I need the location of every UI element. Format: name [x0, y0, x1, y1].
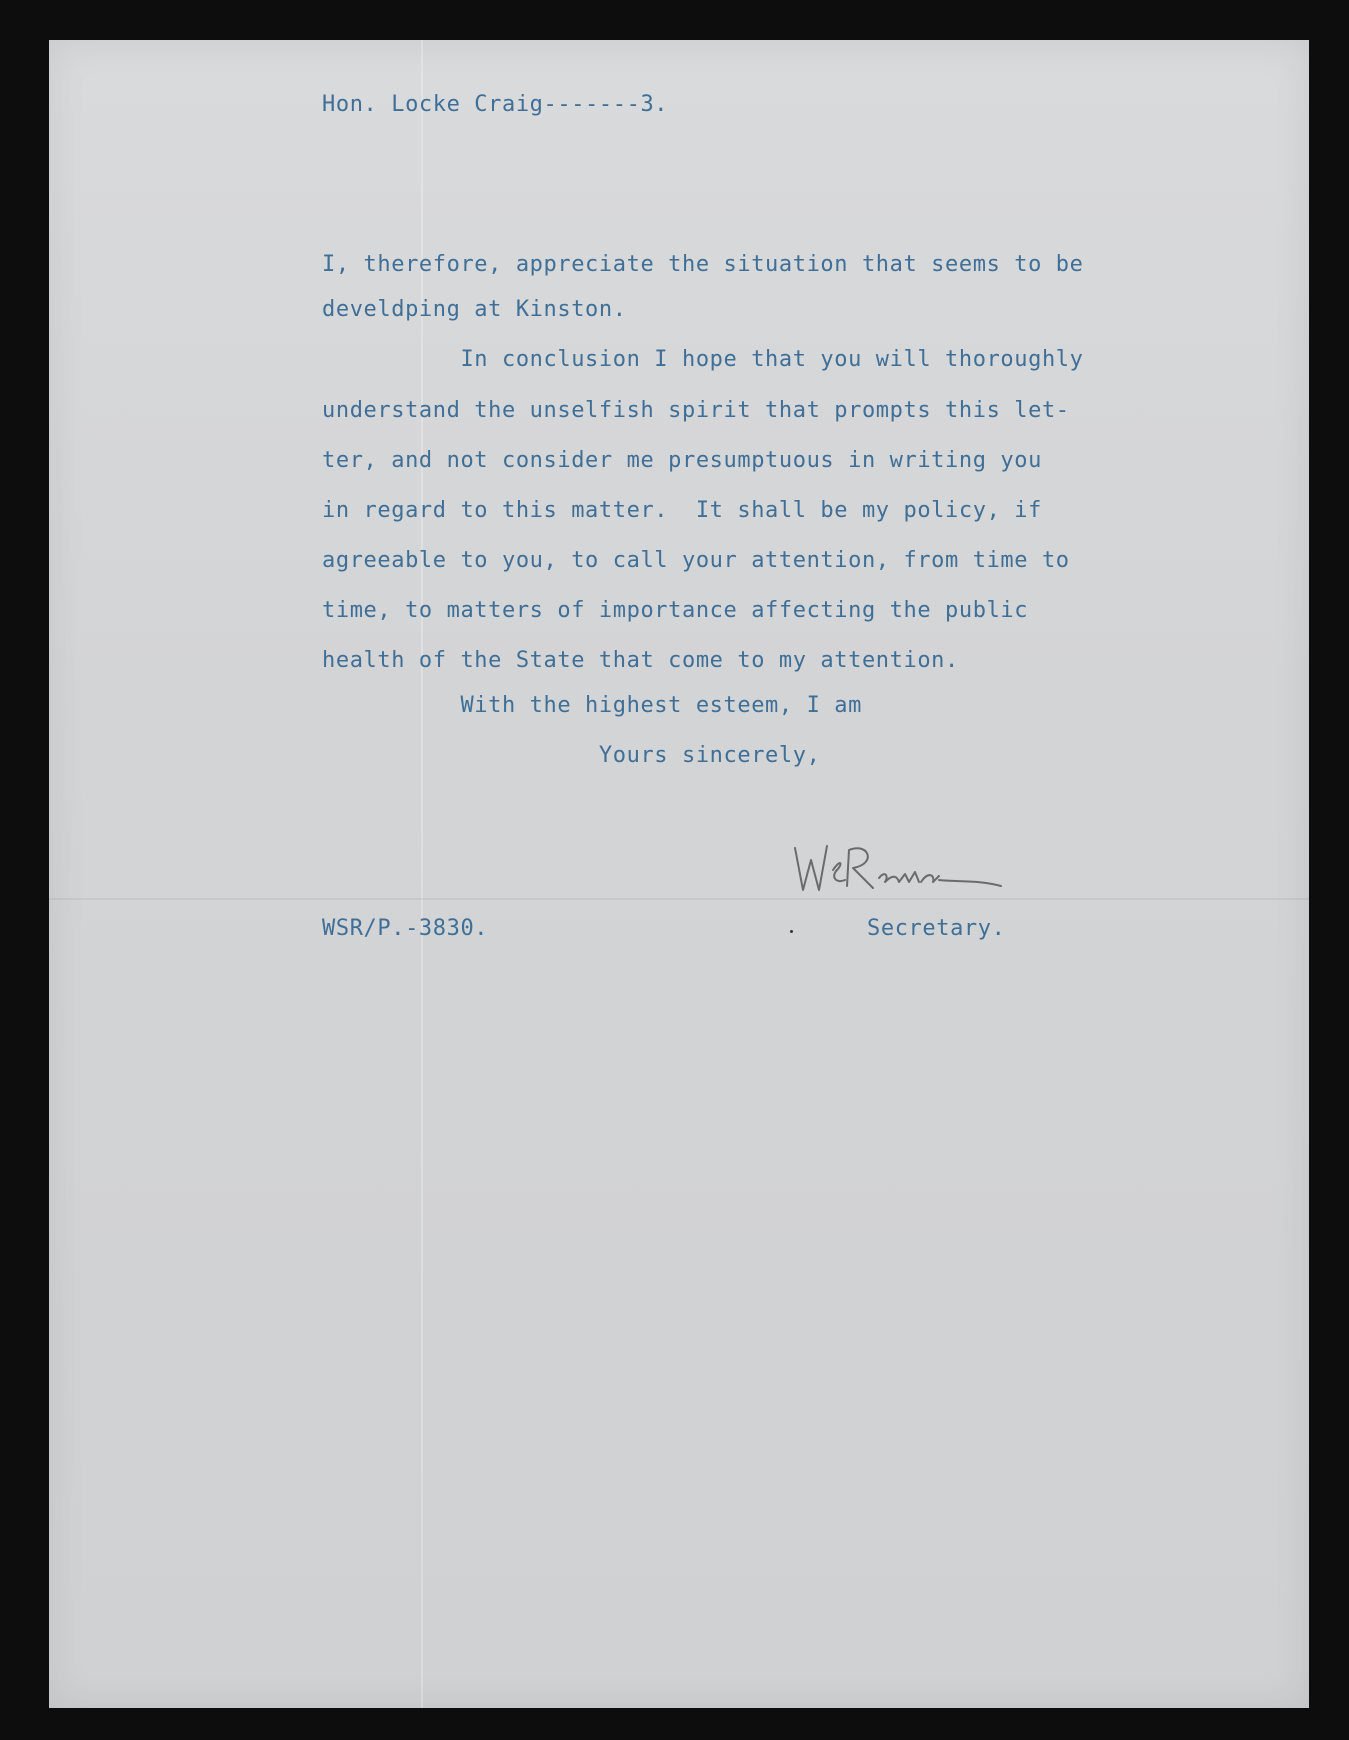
closing-line: With the highest esteem, I am: [322, 693, 862, 718]
body-line: in regard to this matter. It shall be my policy, if: [322, 498, 1042, 523]
handwritten-signature: [789, 830, 1089, 920]
letter-page: [49, 40, 1309, 1708]
body-line: understand the unselfish spirit that prompts this let-: [322, 398, 1070, 423]
valediction: Yours sincerely,: [322, 743, 821, 768]
body-line: ter, and not consider me presumptuous in writing you: [322, 448, 1042, 473]
signatory-title: Secretary.: [867, 916, 1006, 941]
body-line: time, to matters of importance affecting the public: [322, 598, 1029, 623]
body-line: health of the State that come to my attention.: [322, 648, 959, 673]
reference-code: WSR/P.-3830.: [322, 916, 489, 941]
body-line: agreeable to you, to call your attention, from time to: [322, 548, 1070, 573]
body-line: I, therefore, appreciate the situation that seems to be: [322, 252, 1084, 277]
letter-header: Hon. Locke Craig-------3.: [322, 92, 669, 117]
ink-dot: [790, 930, 793, 933]
fold-crease-vertical: [421, 40, 423, 1708]
fold-crease-horizontal: [49, 898, 1309, 900]
body-line: develdping at Kinston.: [322, 297, 627, 322]
body-line: In conclusion I hope that you will thoroughly: [322, 347, 1084, 372]
